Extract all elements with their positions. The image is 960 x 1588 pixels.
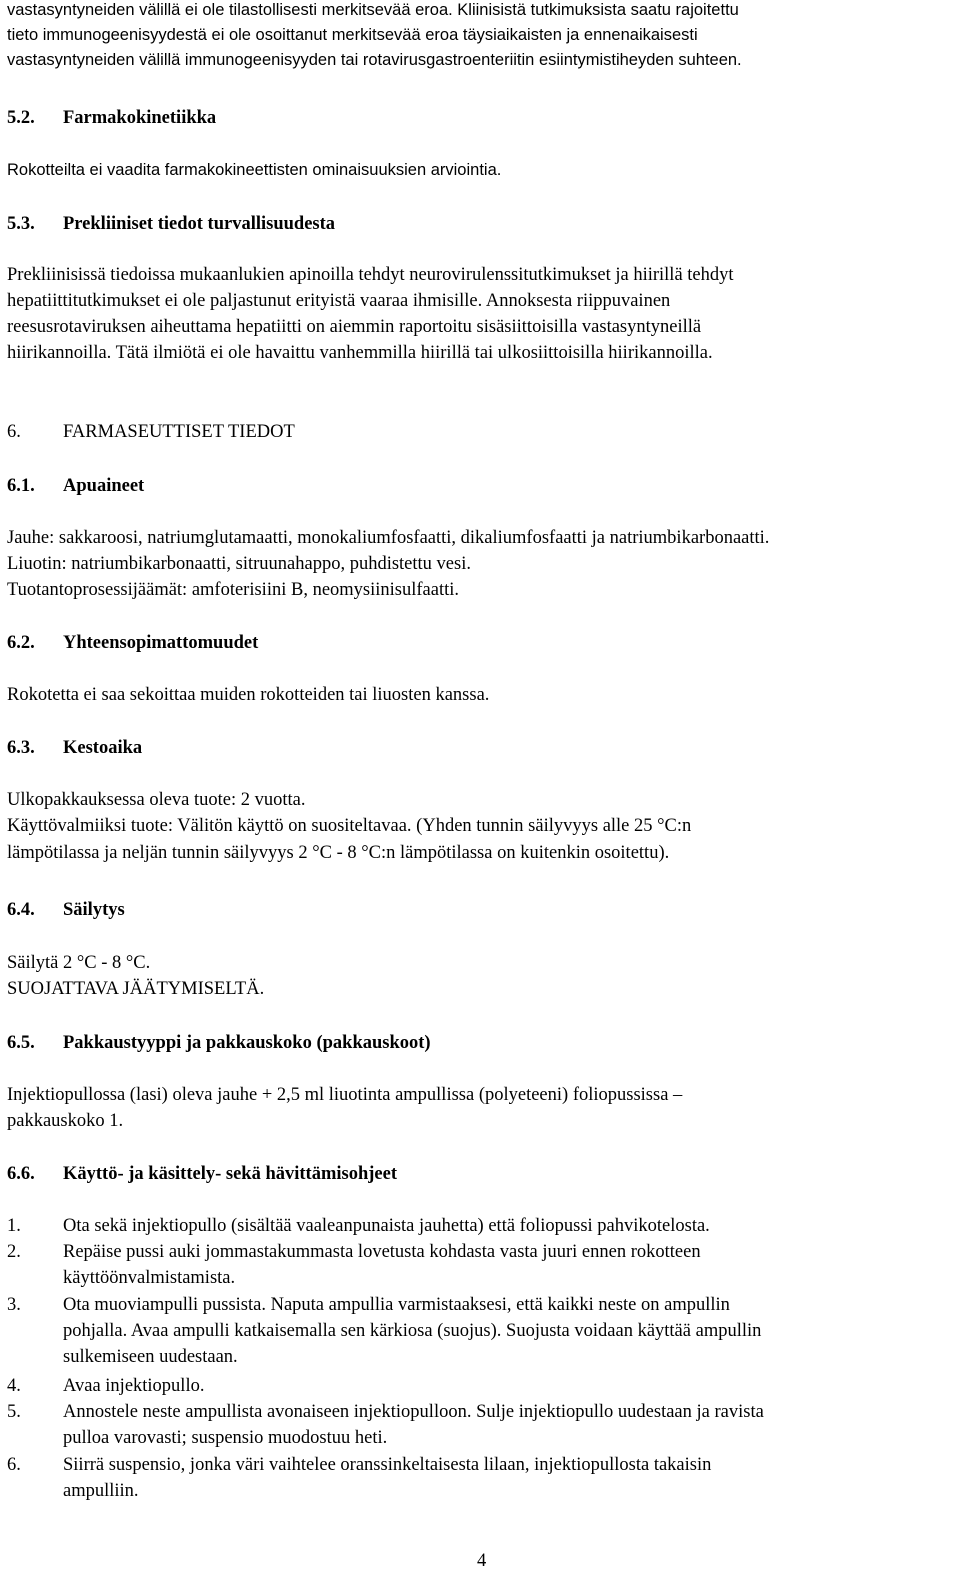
section-5-3-heading xyxy=(7,213,335,235)
section-title: Farmakokinetiikka xyxy=(63,108,217,128)
section-6-4-line-1: Säilytä 2 °C - 8 °C. xyxy=(7,953,151,973)
section-6-6-heading xyxy=(7,1163,397,1185)
section-title: FARMASEUTTISET TIEDOT xyxy=(63,422,295,442)
section-6-1-line-2: Liuotin: natriumbikarbonaatti, sitruunahappo, puhdistettu vesi. xyxy=(7,554,471,574)
list-item-text-continued: pulloa varovasti; suspensio muodostuu heti. xyxy=(63,1428,388,1448)
list-item-number: 2. xyxy=(7,1242,21,1262)
section-number: 6.4. xyxy=(7,900,35,920)
section-6-3-line-2: Käyttövalmiiksi tuote: Välitön käyttö on suositeltavaa. (Yhden tunnin säilyvyys alle 25 °C:n xyxy=(7,816,692,836)
section-6-5-line-1: Injektiopullossa (lasi) oleva jauhe + 2,5 ml liuotinta ampullissa (polyeteeni) foliopussissa – xyxy=(7,1085,683,1105)
list-item-text-continued: pohjalla. Avaa ampulli katkaisemalla sen kärkiosa (suojus). Suojusta voidaan käyttää ampullin xyxy=(63,1321,762,1341)
section-6-1-line-3: Tuotantoprosessijäämät: amfoterisiini B, neomysiinisulfaatti. xyxy=(7,580,460,600)
intro-line-3: vastasyntyneiden välillä immunogeenisyyden tai rotavirusgastroenteriitin esiintymistiheyden suhteen. xyxy=(7,51,742,69)
section-5-3-line-2: hepatiittitutkimukset ei ole paljastunut erityistä vaaraa ihmisille. Annoksesta riippuvainen xyxy=(7,291,671,311)
section-number: 5.3. xyxy=(7,214,35,234)
section-title: Kestoaika xyxy=(63,738,143,758)
section-6-3-line-1: Ulkopakkauksessa oleva tuote: 2 vuotta. xyxy=(7,790,306,810)
section-number: 6.5. xyxy=(7,1033,35,1053)
list-item-text: Repäise pussi auki jommastakummasta lovetusta kohdasta vasta juuri ennen rokotteen xyxy=(63,1242,701,1262)
section-title: Käyttö- ja käsittely- sekä hävittämisohjeet xyxy=(63,1164,397,1184)
section-6-heading xyxy=(7,421,295,443)
list-item-number: 1. xyxy=(7,1216,21,1236)
list-item-text-continued: käyttöönvalmistamista. xyxy=(63,1268,236,1288)
section-number: 6.2. xyxy=(7,633,35,653)
section-5-2-text: Rokotteilta ei vaadita farmakokineettisten ominaisuuksien arviointia. xyxy=(7,161,502,179)
list-item-number: 4. xyxy=(7,1376,21,1396)
section-title: Säilytys xyxy=(63,900,125,920)
list-item-text-continued: sulkemiseen uudestaan. xyxy=(63,1347,238,1367)
list-item-number: 6. xyxy=(7,1455,21,1475)
section-6-2-heading xyxy=(7,632,258,654)
intro-line-1: vastasyntyneiden välillä ei ole tilastollisesti merkitsevää eroa. Kliinisistä tutkimuksista saatu rajoitettu xyxy=(7,1,739,19)
section-6-5-line-2: pakkauskoko 1. xyxy=(7,1111,124,1131)
intro-line-2: tieto immunogeenisyydestä ei ole osoittanut merkitsevää eroa täysiaikaisten ja ennenaikaisesti xyxy=(7,26,698,44)
page-number: 4 xyxy=(477,1551,487,1571)
list-item-text: Siirrä suspensio, jonka väri vaihtelee oranssinkeltaisesta lilaan, injektiopullosta takaisin xyxy=(63,1455,712,1475)
section-6-4-heading xyxy=(7,899,125,921)
section-6-1-heading xyxy=(7,475,144,497)
section-title: Apuaineet xyxy=(63,476,145,496)
list-item-text: Ota sekä injektiopullo (sisältää vaaleanpunaista jauhetta) että foliopussi pahvikotelosta. xyxy=(63,1216,710,1236)
section-5-3-line-4: hiirikannoilla. Tätä ilmiötä ei ole havaittu vanhemmilla hiirillä tai ulkosiittoisilla hiirikannoilla. xyxy=(7,343,713,363)
section-5-3-line-3: reesusrotaviruksen aiheuttama hepatiitti on aiemmin raportoitu sisäsiittoisilla vastasyntyneillä xyxy=(7,317,702,337)
list-item-number: 3. xyxy=(7,1295,21,1315)
section-number: 6.1. xyxy=(7,476,35,496)
list-item-text-continued: ampulliin. xyxy=(63,1481,139,1501)
section-5-3-line-1: Prekliinisissä tiedoissa mukaanlukien apinoilla tehdyt neurovirulenssitutkimukset ja hiirillä tehdyt xyxy=(7,265,734,285)
list-item-text: Annostele neste ampullista avonaiseen injektiopulloon. Sulje injektiopullo uudestaan ja ravista xyxy=(63,1402,764,1422)
section-number: 6. xyxy=(7,422,21,442)
section-number: 6.3. xyxy=(7,738,35,758)
section-6-1-line-1: Jauhe: sakkaroosi, natriumglutamaatti, monokaliumfosfaatti, dikaliumfosfaatti ja natriumbikarbonaatti. xyxy=(7,528,770,548)
section-title: Prekliiniset tiedot turvallisuudesta xyxy=(63,214,336,234)
section-title: Pakkaustyyppi ja pakkauskoko (pakkauskoot) xyxy=(63,1033,431,1053)
section-number: 6.6. xyxy=(7,1164,35,1184)
section-6-3-line-3: lämpötilassa ja neljän tunnin säilyvyys 2 °C - 8 °C:n lämpötilassa on kuitenkin osoitettu). xyxy=(7,843,670,863)
section-6-2-text: Rokotetta ei saa sekoittaa muiden rokotteiden tai liuosten kanssa. xyxy=(7,685,490,705)
section-5-2-heading xyxy=(7,107,216,129)
list-item-number: 5. xyxy=(7,1402,21,1422)
list-item-text: Ota muoviampulli pussista. Naputa ampullia varmistaaksesi, että kaikki neste on ampullin xyxy=(63,1295,730,1315)
list-item-text: Avaa injektiopullo. xyxy=(63,1376,205,1396)
section-number: 5.2. xyxy=(7,108,35,128)
section-6-3-heading xyxy=(7,737,142,759)
section-title: Yhteensopimattomuudet xyxy=(63,633,259,653)
section-6-5-heading xyxy=(7,1032,431,1054)
section-6-4-line-2: SUOJATTAVA JÄÄTYMISELTÄ. xyxy=(7,979,265,999)
